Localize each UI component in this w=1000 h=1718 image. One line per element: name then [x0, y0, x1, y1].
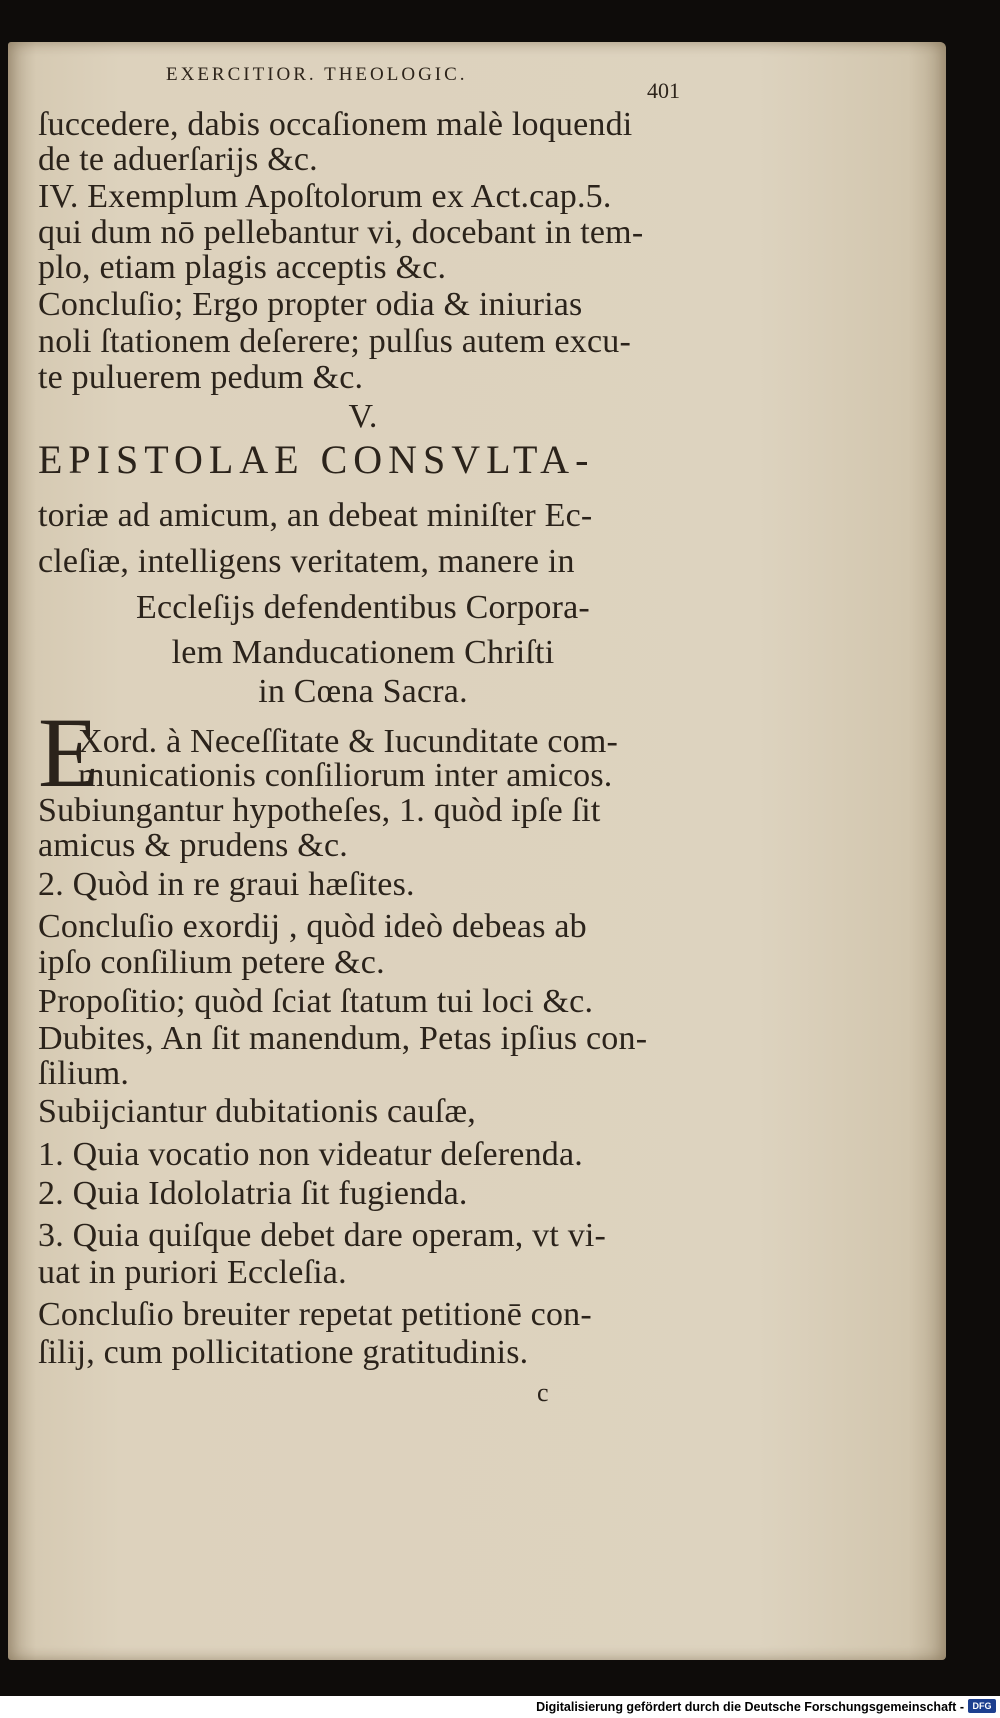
running-title: EXERCITIOR. THEOLOGIC.	[166, 64, 468, 85]
section-heading: EPISTOLAE CONSVLTA-	[38, 437, 595, 482]
text-line: noli ſtationem deſerere; pulſus autem excu-	[38, 323, 632, 360]
title-line: in Cœna Sacra.	[258, 673, 468, 710]
digitization-footer	[0, 1696, 1000, 1718]
title-line: Eccleſijs defendentibus Corpora-	[136, 589, 590, 626]
text-line: de te aduerſarijs &c.	[38, 141, 318, 178]
text-line: municationis conſiliorum inter amicos.	[78, 757, 613, 794]
text-line: qui dum nō pellebantur vi, docebant in tem-	[38, 214, 644, 251]
title-line: cleſiæ, intelligens veritatem, manere in	[38, 543, 575, 580]
text-line: ipſo conſilium petere &c.	[38, 944, 385, 981]
footer-credit: Digitalisierung gefördert durch die Deutsche Forschungsgemeinschaft -	[536, 1700, 964, 1714]
text-line: Propoſitio; quòd ſciat ſtatum tui loci &c.	[38, 983, 594, 1020]
text-line: 2. Quia Idololatria ſit fugienda.	[38, 1175, 468, 1212]
text-line: te puluerem pedum &c.	[38, 359, 364, 396]
text-line: Dubites, An ſit manendum, Petas ipſius con-	[38, 1020, 648, 1057]
text-line: 2. Quòd in re graui hæſites.	[38, 866, 415, 903]
text-line: amicus & prudens &c.	[38, 827, 348, 864]
text-line: Concluſio exordij , quòd ideò debeas ab	[38, 908, 587, 945]
text-line: 1. Quia vocatio non videatur deſerenda.	[38, 1136, 583, 1173]
text-line: uat in puriori Eccleſia.	[38, 1254, 347, 1291]
text-line: Concluſio; Ergo propter odia & iniurias	[38, 286, 583, 323]
page-number: 401	[647, 78, 680, 103]
text-line: 3. Quia quiſque debet dare operam, vt vi-	[38, 1217, 607, 1254]
section-numeral: V.	[348, 398, 378, 435]
dfg-logo-icon: DFG	[968, 1699, 996, 1713]
drop-capital: E	[38, 697, 100, 808]
text-line: ſilij, cum pollicitatione gratitudinis.	[38, 1334, 529, 1371]
catchword: c	[537, 1378, 549, 1407]
text-line: ſilium.	[38, 1055, 130, 1092]
text-line: IV. Exemplum Apoſtolorum ex Act.cap.5.	[38, 178, 612, 215]
text-line: Subijciantur dubitationis cauſæ,	[38, 1093, 476, 1130]
text-line: ſuccedere, dabis occaſionem malè loquendi	[38, 106, 633, 143]
text-line: plo, etiam plagis acceptis &c.	[38, 249, 447, 286]
title-line: toriæ ad amicum, an debeat miniſter Ec-	[38, 497, 593, 534]
title-line: lem Manducationem Chriſti	[171, 634, 555, 671]
text-line: Concluſio breuiter repetat petitionē con-	[38, 1296, 592, 1333]
text-line: Xord. à Neceſſitate & Iucunditate com-	[78, 723, 619, 760]
text-line: Subiungantur hypotheſes, 1. quòd ipſe ſit	[38, 792, 601, 829]
